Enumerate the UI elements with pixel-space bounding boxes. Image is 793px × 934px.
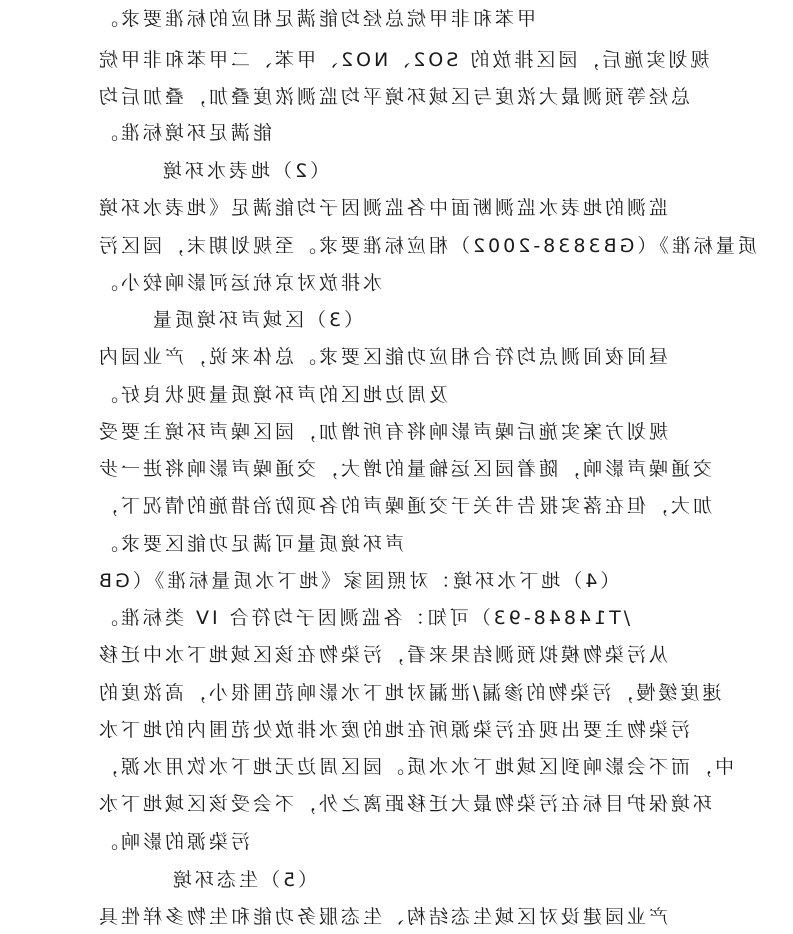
text-line: 从污染物模拟预测结果来看，污染物在该区域地下水中迁移: [96, 644, 669, 666]
text-line: 声环境质量可满足功能区要求。: [96, 533, 405, 555]
text-line: 交通噪声影响，随着园区运输量的增大，交通噪声影响将进一步: [96, 458, 713, 480]
text-line: 总烃等预测最大浓度与区域环境平均监测浓度叠加，叠加后均: [96, 86, 691, 108]
text-line: 及周边地区的声环境质量现状良好。: [96, 384, 449, 406]
text-line: 环境保护目标在污染物最大迁移距离之外，不会受该区域地下水: [96, 793, 713, 815]
text-line: 中，而不会影响到区域地下水水质。园区周边无地下水饮用水源，: [96, 756, 735, 778]
text-line: 污染源的影响。: [96, 831, 251, 853]
text-line: 速度缓慢，污染物的渗漏/泄漏对地下水影响范围很小，高浓度的: [96, 682, 722, 704]
text-line: /T14848-93）可知：各监测因子均符合 IV 类标准。: [96, 607, 631, 629]
section-heading: （5）生态环境: [170, 869, 318, 891]
text-line: 水排放对京杭运河影响较小。: [96, 272, 383, 294]
section-heading: （4）地下水环境：对照国家《地下水质量标准》（GB: [96, 570, 620, 592]
text-line: 甲苯和非甲烷总烃均能满足相应的标准要求。: [96, 8, 537, 30]
section-heading: （2）地表水环境: [160, 160, 330, 182]
text-line: 产业园建设对区域生态结构、生态服务功能和生物多样性具: [96, 906, 669, 928]
text-line: 规划实施后，园区排放的 SO2、NO2、甲苯、二甲苯和非甲烷: [96, 49, 710, 71]
text-line: 昼间夜间测点均符合相应功能区要求。总体来说，产业园内: [96, 346, 669, 368]
text-line: 污染物主要出现在污染源所在地的废水排放处范围内的地下水: [96, 719, 691, 741]
section-heading: （3）区域声环境质量: [150, 309, 364, 331]
text-line: 加大，但在落实报告书关于交通噪声的各项防治措施的情况下，: [96, 495, 713, 517]
text-line: 监测的地表水监测断面中各监测因子均能满足《地表水环境: [96, 197, 669, 219]
text-line: 规划方案实施后噪声影响将有所增加，园区噪声环境主要受: [96, 421, 669, 443]
text-line: 能满足环境标准。: [96, 122, 273, 144]
text-line: 质量标准》（GB3838-2002）相应标准要求。至规划期末，园区污: [96, 235, 757, 257]
